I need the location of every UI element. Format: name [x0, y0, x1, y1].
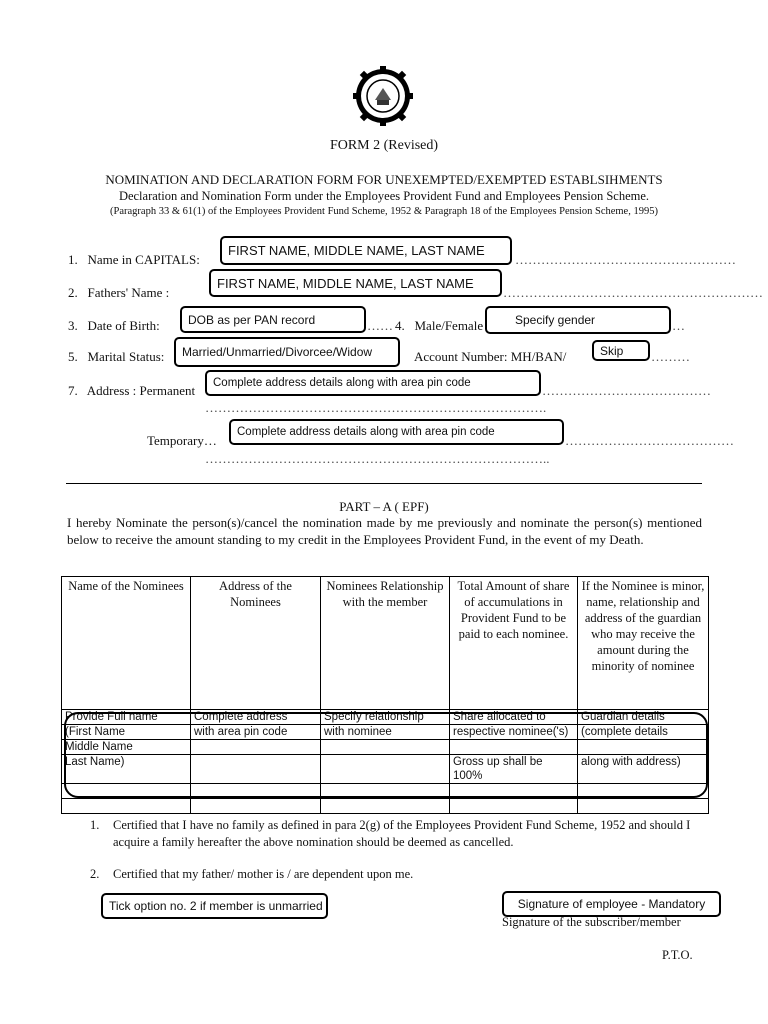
address-permanent-note: Complete address details along with area pin code — [205, 370, 541, 396]
table-header: Nominees Relationship with the member — [321, 577, 450, 710]
table-cell — [450, 740, 578, 755]
field-dots: …… — [367, 318, 393, 333]
field-address-permanent — [68, 383, 195, 399]
field-gender — [395, 318, 483, 334]
field-number: 5. — [68, 349, 78, 364]
table-cell: Specify relationship — [321, 710, 450, 725]
certification-number: 2. — [90, 867, 100, 881]
table-header: Name of the Nominees — [62, 577, 191, 710]
table-cell — [450, 799, 578, 814]
field-dob — [68, 318, 160, 334]
field-label: Fathers' Name : — [87, 285, 170, 300]
table-cell — [191, 755, 321, 784]
father-name-note: FIRST NAME, MIDDLE NAME, LAST NAME — [209, 269, 502, 297]
signature-note: Signature of employee - Mandatory — [502, 891, 721, 917]
field-dots: …………………………………………… — [515, 252, 736, 267]
certification-2 — [90, 866, 702, 883]
table-cell — [450, 784, 578, 799]
signature-label: Signature of the subscriber/member — [502, 915, 681, 929]
field-label: Name in CAPITALS: — [87, 252, 200, 267]
field-number: 2. — [68, 285, 78, 300]
field-label: Temporary — [147, 433, 204, 448]
field-dots: ……… — [651, 349, 690, 364]
pto-label: P.T.O. — [662, 948, 693, 962]
table-row — [62, 784, 709, 799]
table-cell: Guardian details — [578, 710, 709, 725]
part-a-intro: I hereby Nominate the person(s)/cancel the nomination made by me previously and nominate the person(s) mentioned below to receive the amount standing to my credit in the Employees Provident Fund, in the event of my Death. — [67, 515, 702, 547]
gender-note: Specify gender — [485, 306, 671, 334]
table-cell: (complete details — [578, 725, 709, 740]
field-father-name — [68, 285, 169, 301]
tick-option-note: Tick option no. 2 if member is unmarried — [101, 893, 328, 919]
table-row — [62, 740, 709, 755]
marital-status-note: Married/Unmarried/Divorcee/Widow — [174, 337, 400, 367]
field-number: 1. — [68, 252, 78, 267]
name-note: FIRST NAME, MIDDLE NAME, LAST NAME — [220, 236, 512, 265]
table-cell — [191, 784, 321, 799]
certification-number: 1. — [90, 818, 100, 832]
table-cell: Gross up shall be 100% — [450, 755, 578, 784]
table-cell — [578, 784, 709, 799]
section-divider — [66, 483, 702, 484]
table-cell — [191, 799, 321, 814]
field-label: Account Number: MH/BAN/ — [414, 349, 567, 364]
table-cell — [578, 799, 709, 814]
field-dots: ………………………………… — [542, 383, 711, 398]
dob-note: DOB as per PAN record — [180, 306, 366, 333]
table-cell: Share allocated to — [450, 710, 578, 725]
field-dots: …………………………………………………… — [503, 285, 763, 300]
field-number: 4. — [395, 318, 405, 333]
field-label: Marital Status: — [87, 349, 165, 364]
table-header-row — [62, 577, 709, 710]
table-row — [62, 710, 709, 725]
table-cell: Last Name) — [62, 755, 191, 784]
field-dots: ……………………………………………………………………. — [205, 400, 547, 415]
address-temporary-note: Complete address details along with area pin code — [229, 419, 564, 445]
table-cell — [321, 755, 450, 784]
table-cell — [62, 799, 191, 814]
field-dots: …………………………………………………………………….. — [205, 451, 550, 466]
field-number: 7. — [68, 383, 78, 398]
part-a-title: PART – A ( EPF) — [339, 499, 429, 514]
field-label: Address : Permanent — [86, 383, 196, 398]
epfo-seal-logo — [353, 66, 413, 126]
table-cell: with area pin code — [191, 725, 321, 740]
field-dots: … — [672, 318, 685, 333]
form-title: FORM 2 (Revised) — [329, 138, 439, 153]
table-cell — [321, 784, 450, 799]
field-address-temporary: Temporary… — [147, 433, 217, 448]
table-cell: with nominee — [321, 725, 450, 740]
table-cell: (First Name — [62, 725, 191, 740]
certification-1 — [90, 817, 702, 851]
field-name — [68, 252, 200, 268]
table-cell — [191, 740, 321, 755]
table-cell — [321, 740, 450, 755]
table-cell: Complete address — [191, 710, 321, 725]
field-account-number — [414, 349, 566, 365]
table-row — [62, 755, 709, 784]
form-heading: NOMINATION AND DECLARATION FORM FOR UNEXEMPTED/EXEMPTED ESTABLSIHMENTS — [105, 172, 663, 187]
table-header: Total Amount of share of accumulations in Provident Fund to be paid to each nominee. — [450, 577, 578, 710]
account-number-note: Skip — [592, 340, 650, 361]
table-cell: along with address) — [578, 755, 709, 784]
table-cell: Middle Name — [62, 740, 191, 755]
field-label: Date of Birth: — [87, 318, 160, 333]
table-header: If the Nominee is minor, name, relationship and address of the guardian who may receive the amount during the minority of nominee — [578, 577, 709, 710]
table-cell — [578, 740, 709, 755]
certification-text: Certified that my father/ mother is / are dependent upon me. — [113, 867, 414, 881]
table-cell: respective nominee('s) — [450, 725, 578, 740]
field-label: Male/Female — [414, 318, 484, 333]
paragraph-reference: (Paragraph 33 & 61(1) of the Employees Provident Fund Scheme, 1952 & Paragraph 18 of the Employees Pension Scheme, 1995) — [110, 206, 658, 217]
table-cell — [321, 799, 450, 814]
form-subheading: Declaration and Nomination Form under the Employees Provident Fund and Employees Pension Scheme. — [118, 189, 650, 203]
field-number: 3. — [68, 318, 78, 333]
table-header: Address of the Nominees — [191, 577, 321, 710]
field-marital-status — [68, 349, 164, 365]
field-dots: ………………………………… — [565, 433, 734, 448]
table-row — [62, 725, 709, 740]
table-cell: Provide Full name — [62, 710, 191, 725]
table-cell — [62, 784, 191, 799]
table-row — [62, 799, 709, 814]
certification-text: Certified that I have no family as defined in para 2(g) of the Employees Provident Fund Scheme, 1952 and should I acquire a family hereafter the above nomination should be deemed as cancelled. — [113, 818, 691, 849]
nominee-table — [61, 576, 709, 814]
